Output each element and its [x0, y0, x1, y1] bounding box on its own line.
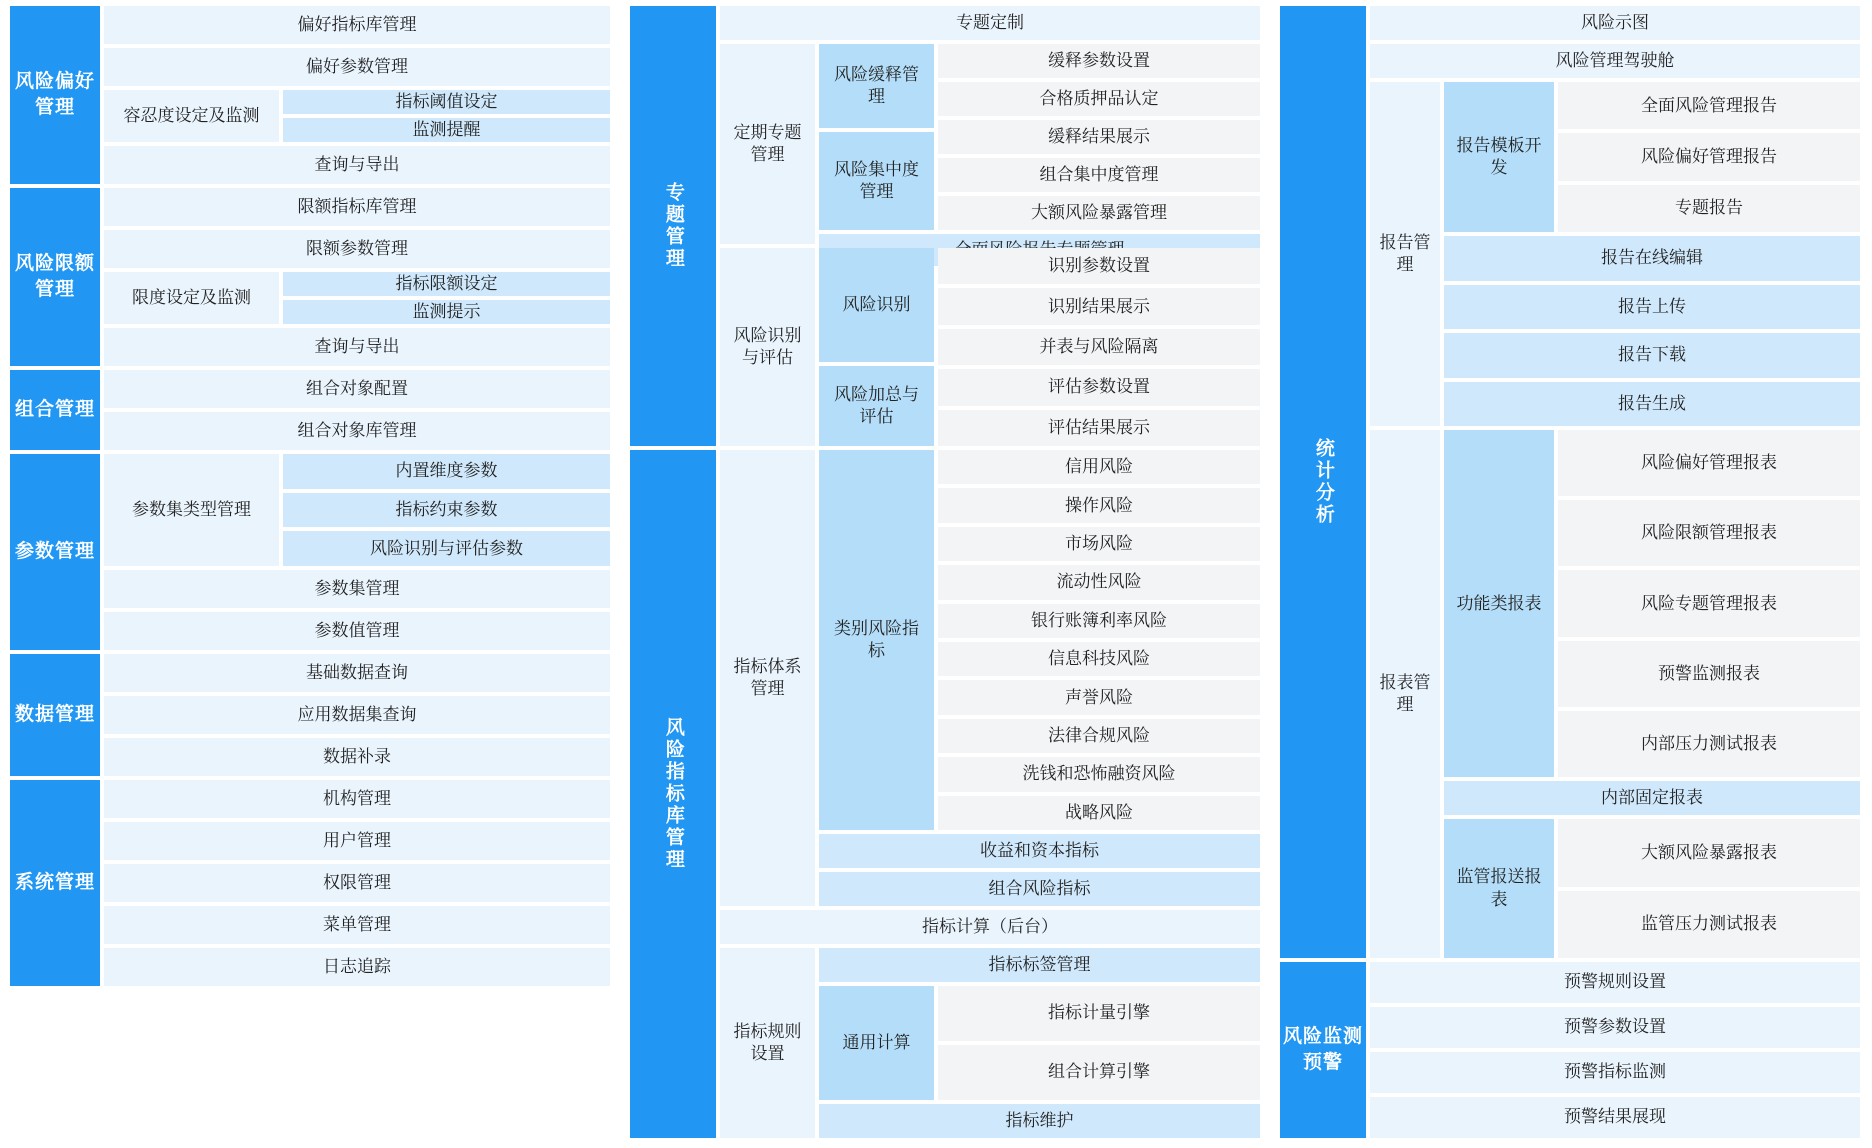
item-periodic-topic-mgmt[interactable]: 定期专题管理 — [720, 44, 815, 244]
group-risk-monitor — [1280, 962, 1860, 1138]
category-parameter[interactable]: 参数管理 — [10, 454, 100, 650]
item-report-online-edit[interactable]: 报告在线编辑 — [1444, 236, 1860, 281]
item-eval-result-display[interactable]: 评估结果展示 — [938, 410, 1260, 446]
item-monitor-tip[interactable]: 监测提示 — [283, 300, 610, 324]
item-permission-mgmt[interactable]: 权限管理 — [104, 864, 610, 902]
item-risk-chart[interactable]: 风险示图 — [1370, 6, 1860, 40]
item-alert-rule-setting[interactable]: 预警规则设置 — [1370, 962, 1860, 1003]
item-sheet-mgmt[interactable]: 报表管理 — [1370, 430, 1440, 958]
group-system — [10, 780, 610, 986]
item-topic-customization[interactable]: 专题定制 — [720, 6, 1260, 40]
item-portfolio-risk-indicator[interactable]: 组合风险指标 — [819, 872, 1260, 906]
item-internal-stress-test-sheet[interactable]: 内部压力测试报表 — [1558, 711, 1860, 777]
item-parameter-set-type[interactable]: 参数集类型管理 — [104, 454, 279, 566]
item-index-limit-setting[interactable]: 指标限额设定 — [283, 272, 610, 296]
item-builtin-dimension-param[interactable]: 内置维度参数 — [283, 454, 610, 489]
item-alert-indicator-monitor[interactable]: 预警指标监测 — [1370, 1052, 1860, 1093]
item-risk-mitigation-mgmt[interactable]: 风险缓释管理 — [819, 44, 934, 128]
item-risk-identify-eval-param[interactable]: 风险识别与评估参数 — [283, 531, 610, 566]
item-qualified-collateral[interactable]: 合格质押品认定 — [938, 82, 1260, 116]
item-identify-param-setting[interactable]: 识别参数设置 — [938, 248, 1260, 284]
item-parameter-set-mgmt[interactable]: 参数集管理 — [104, 570, 610, 608]
item-risk-identify-assessment[interactable]: 风险识别与评估 — [720, 248, 815, 446]
item-risk-aggregation-eval[interactable]: 风险加总与评估 — [819, 366, 934, 446]
item-strategic-risk[interactable]: 战略风险 — [938, 796, 1260, 830]
category-statistics[interactable]: 统计分析 — [1280, 6, 1366, 958]
item-menu-mgmt[interactable]: 菜单管理 — [104, 906, 610, 944]
group-statistics — [1280, 6, 1860, 958]
item-indicator-system-mgmt[interactable]: 指标体系管理 — [720, 450, 815, 906]
item-alert-result-display[interactable]: 预警结果展现 — [1370, 1097, 1860, 1138]
item-indicator-maintenance[interactable]: 指标维护 — [819, 1104, 1260, 1138]
item-report-download[interactable]: 报告下载 — [1444, 333, 1860, 378]
item-portfolio-calc-engine[interactable]: 组合计算引擎 — [938, 1045, 1260, 1100]
item-preference-parameter[interactable]: 偏好参数管理 — [104, 48, 610, 86]
item-app-dataset-query[interactable]: 应用数据集查询 — [104, 696, 610, 734]
category-indicator-library[interactable]: 风险指标库管理 — [630, 450, 716, 1138]
item-banking-book-rate-risk[interactable]: 银行账簿利率风险 — [938, 604, 1260, 638]
item-index-constraint-param[interactable]: 指标约束参数 — [283, 493, 610, 528]
item-it-risk[interactable]: 信息科技风险 — [938, 642, 1260, 676]
item-indicator-rule-setting[interactable]: 指标规则设置 — [720, 948, 815, 1138]
category-risk-limit[interactable]: 风险限额管理 — [10, 188, 100, 366]
item-risk-preference-sheet[interactable]: 风险偏好管理报表 — [1558, 430, 1860, 496]
category-risk-preference[interactable]: 风险偏好管理 — [10, 6, 100, 184]
item-functional-sheet[interactable]: 功能类报表 — [1444, 430, 1554, 777]
item-large-exposure-sheet[interactable]: 大额风险暴露报表 — [1558, 819, 1860, 886]
category-risk-monitor[interactable]: 风险监测预警 — [1280, 962, 1366, 1138]
item-basic-data-query[interactable]: 基础数据查询 — [104, 654, 610, 692]
item-report-mgmt[interactable]: 报告管理 — [1370, 82, 1440, 426]
category-portfolio[interactable]: 组合管理 — [10, 370, 100, 450]
item-threshold-setting[interactable]: 指标阈值设定 — [283, 90, 610, 114]
item-category-risk-indicator[interactable]: 类别风险指标 — [819, 450, 934, 830]
item-internal-fixed-sheet[interactable]: 内部固定报表 — [1444, 781, 1860, 815]
item-general-calculation[interactable]: 通用计算 — [819, 986, 934, 1100]
item-data-supplement[interactable]: 数据补录 — [104, 738, 610, 776]
item-preference-index-library[interactable]: 偏好指标库管理 — [104, 6, 610, 44]
item-report-upload[interactable]: 报告上传 — [1444, 285, 1860, 330]
item-risk-limit-sheet[interactable]: 风险限额管理报表 — [1558, 500, 1860, 566]
item-report-template-dev[interactable]: 报告模板开发 — [1444, 82, 1554, 232]
item-limit-index-library[interactable]: 限额指标库管理 — [104, 188, 610, 226]
item-legal-compliance-risk[interactable]: 法律合规风险 — [938, 719, 1260, 753]
item-regulatory-sheet[interactable]: 监管报送报表 — [1444, 819, 1554, 958]
group-parameter — [10, 454, 610, 650]
group-data — [10, 654, 610, 776]
item-full-risk-mgmt-report[interactable]: 全面风险管理报告 — [1558, 82, 1860, 129]
item-alert-monitor-sheet[interactable]: 预警监测报表 — [1558, 641, 1860, 707]
item-regulatory-stress-test-sheet[interactable]: 监管压力测试报表 — [1558, 891, 1860, 958]
item-market-risk[interactable]: 市场风险 — [938, 527, 1260, 561]
item-portfolio-object-config[interactable]: 组合对象配置 — [104, 370, 610, 408]
item-alert-param-setting[interactable]: 预警参数设置 — [1370, 1007, 1860, 1048]
item-limit-parameter[interactable]: 限额参数管理 — [104, 230, 610, 268]
item-log-trace[interactable]: 日志追踪 — [104, 948, 610, 986]
item-risk-identification[interactable]: 风险识别 — [819, 248, 934, 362]
item-monitor-alert[interactable]: 监测提醒 — [283, 118, 610, 142]
group-risk-preference — [10, 6, 610, 184]
item-mitigation-result-display[interactable]: 缓释结果展示 — [938, 120, 1260, 154]
item-reputation-risk[interactable]: 声誉风险 — [938, 680, 1260, 714]
item-tolerance-setting[interactable]: 容忍度设定及监测 — [104, 90, 279, 142]
item-topic-report[interactable]: 专题报告 — [1558, 185, 1860, 232]
item-aml-ctf-risk[interactable]: 洗钱和恐怖融资风险 — [938, 757, 1260, 791]
group-portfolio — [10, 370, 610, 450]
item-consolidation-risk-isolation[interactable]: 并表与风险隔离 — [938, 329, 1260, 365]
item-query-export-preference[interactable]: 查询与导出 — [104, 146, 610, 184]
item-revenue-capital-indicator[interactable]: 收益和资本指标 — [819, 834, 1260, 868]
item-portfolio-object-library[interactable]: 组合对象库管理 — [104, 412, 610, 450]
group-topic — [630, 6, 1260, 446]
category-data[interactable]: 数据管理 — [10, 654, 100, 776]
item-query-export-limit[interactable]: 查询与导出 — [104, 328, 610, 366]
group-indicator-library — [630, 450, 1260, 1138]
item-liquidity-risk[interactable]: 流动性风险 — [938, 565, 1260, 599]
item-limit-setting-monitor[interactable]: 限度设定及监测 — [104, 272, 279, 324]
item-risk-preference-report[interactable]: 风险偏好管理报告 — [1558, 133, 1860, 180]
item-mitigation-param-setting[interactable]: 缓释参数设置 — [938, 44, 1260, 78]
item-report-generate[interactable]: 报告生成 — [1444, 382, 1860, 427]
item-indicator-tag-mgmt[interactable]: 指标标签管理 — [819, 948, 1260, 982]
category-topic[interactable]: 专题管理 — [630, 6, 716, 446]
category-system[interactable]: 系统管理 — [10, 780, 100, 986]
item-portfolio-concentration[interactable]: 组合集中度管理 — [938, 158, 1260, 192]
group-risk-limit — [10, 188, 610, 366]
item-parameter-value-mgmt[interactable]: 参数值管理 — [104, 612, 610, 650]
item-operational-risk[interactable]: 操作风险 — [938, 488, 1260, 522]
item-indicator-calculation[interactable]: 指标计算（后台） — [720, 910, 1260, 944]
item-risk-concentration-mgmt[interactable]: 风险集中度管理 — [819, 132, 934, 230]
item-indicator-measure-engine[interactable]: 指标计量引擎 — [938, 986, 1260, 1041]
item-risk-dashboard[interactable]: 风险管理驾驶舱 — [1370, 44, 1860, 78]
item-eval-param-setting[interactable]: 评估参数设置 — [938, 369, 1260, 405]
item-risk-topic-sheet[interactable]: 风险专题管理报表 — [1558, 570, 1860, 636]
item-user-mgmt[interactable]: 用户管理 — [104, 822, 610, 860]
item-identify-result-display[interactable]: 识别结果展示 — [938, 288, 1260, 324]
item-org-mgmt[interactable]: 机构管理 — [104, 780, 610, 818]
item-credit-risk[interactable]: 信用风险 — [938, 450, 1260, 484]
item-large-exposure-mgmt[interactable]: 大额风险暴露管理 — [938, 196, 1260, 230]
